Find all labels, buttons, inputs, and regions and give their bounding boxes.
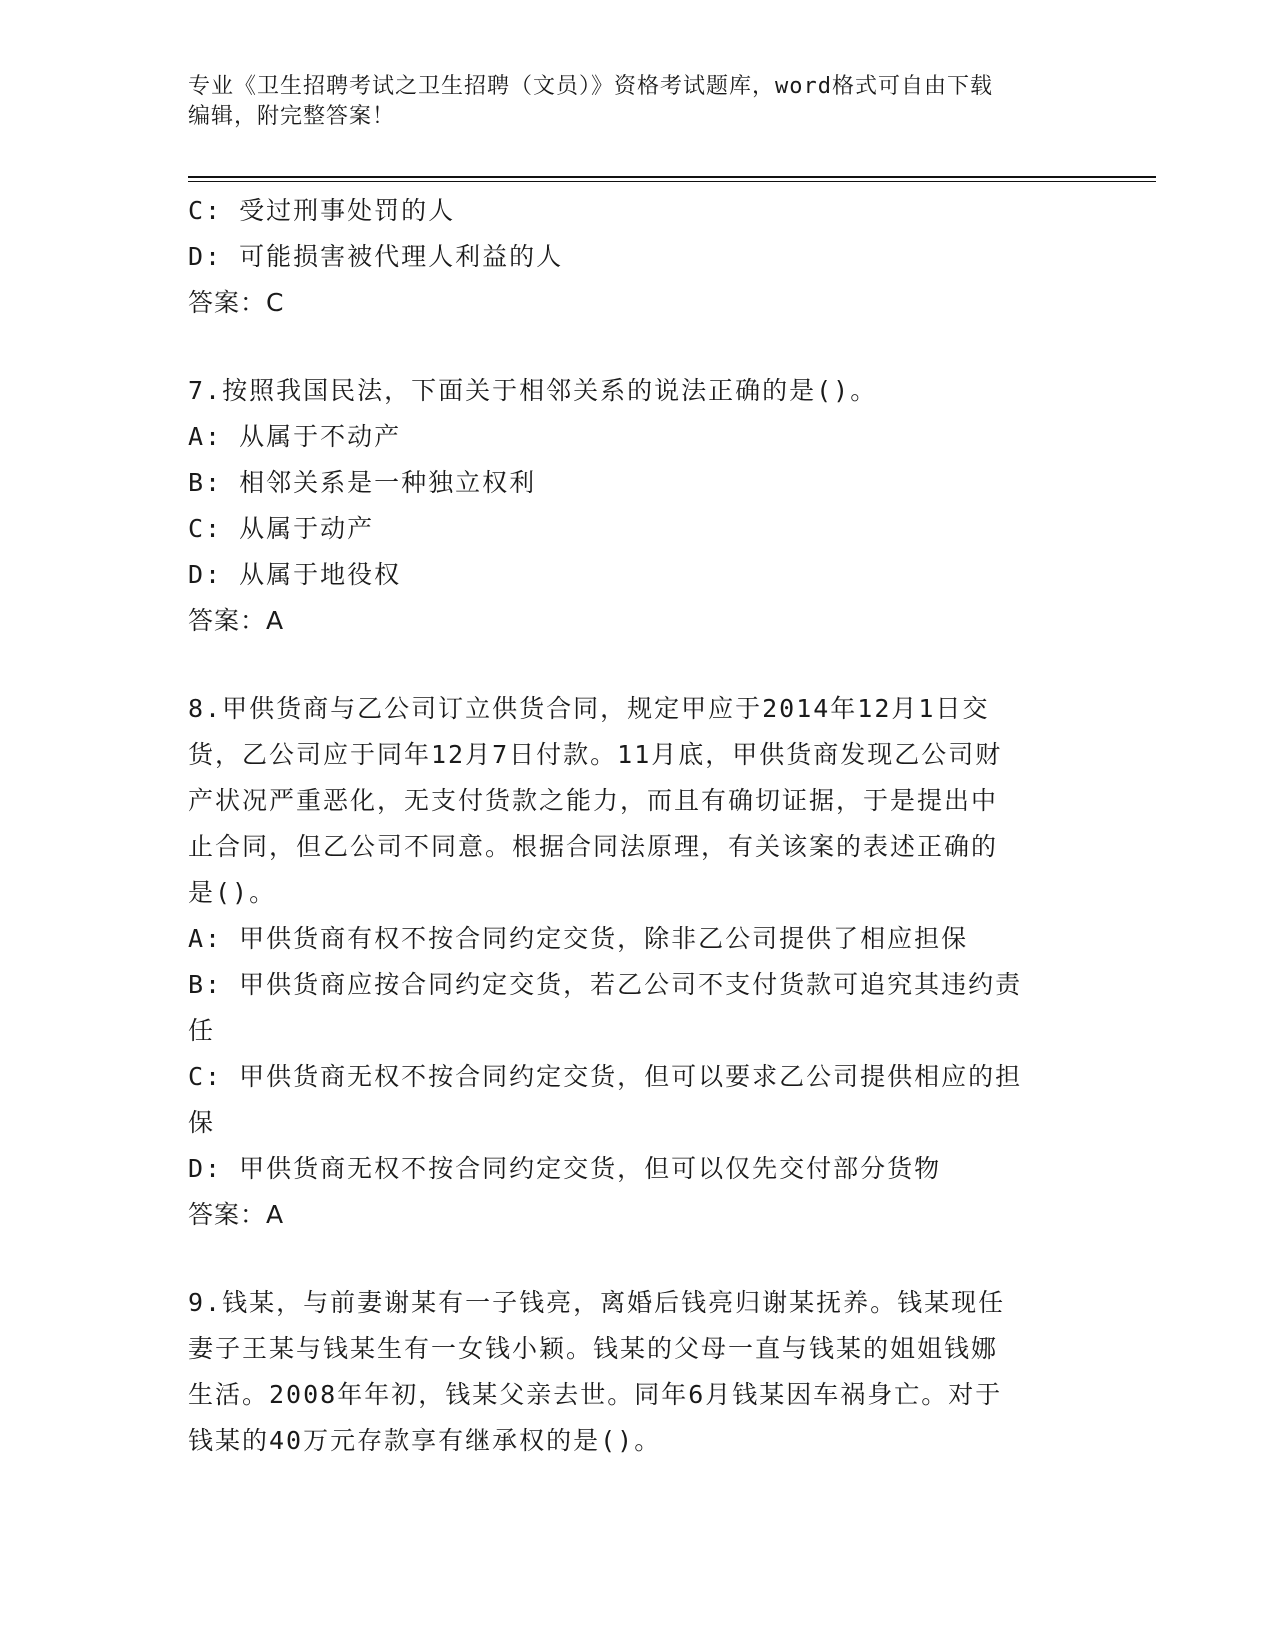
q8-option-a: A: 甲供货商有权不按合同约定交货，除非乙公司提供了相应担保 [188, 924, 969, 953]
q8-option-b-line-2: 任 [188, 1016, 216, 1045]
q8-stem-line-5: 是()。 [188, 878, 277, 907]
question-6-tail [188, 188, 1088, 326]
question-7 [188, 368, 1088, 644]
q8-stem-line-4: 止合同，但乙公司不同意。根据合同法原理，有关该案的表述正确的 [188, 832, 999, 861]
q7-option-d: D: 从属于地役权 [188, 560, 402, 589]
q9-stem-line-4: 钱某的40万元存款享有继承权的是()。 [188, 1426, 662, 1455]
q8-option-c-line-2: 保 [188, 1108, 216, 1137]
q6-answer: 答案：C [188, 288, 285, 317]
q7-answer: 答案：A [188, 606, 285, 635]
spacer [188, 644, 1088, 686]
spacer [188, 326, 1088, 368]
header-line-2: 编辑，附完整答案！ [188, 104, 396, 129]
q8-option-d: D: 甲供货商无权不按合同约定交货，但可以仅先交付部分货物 [188, 1154, 942, 1183]
q8-answer: 答案：A [188, 1200, 285, 1229]
q9-stem-line-3: 生活。2008年年初，钱某父亲去世。同年6月钱某因车祸身亡。对于 [188, 1380, 1003, 1409]
q7-stem: 7.按照我国民法，下面关于相邻关系的说法正确的是()。 [188, 376, 878, 405]
q9-stem-line-1: 9.钱某，与前妻谢某有一子钱亮，离婚后钱亮归谢某抚养。钱某现任 [188, 1288, 1006, 1317]
question-8 [188, 686, 1088, 1238]
question-9 [188, 1280, 1088, 1464]
q9-stem-line-2: 妻子王某与钱某生有一女钱小颖。钱某的父母一直与钱某的姐姐钱娜 [188, 1334, 999, 1363]
header-line-1: 专业《卫生招聘考试之卫生招聘（文员）》资格考试题库，word格式可自由下载 [188, 74, 993, 99]
q6-option-d: D: 可能损害被代理人利益的人 [188, 242, 564, 271]
header-divider-thick [188, 176, 1156, 178]
question-list [188, 188, 1088, 1464]
q8-option-c-line-1: C: 甲供货商无权不按合同约定交货，但可以要求乙公司提供相应的担 [188, 1062, 1023, 1091]
header-divider-thin [188, 181, 1156, 182]
q7-option-c: C: 从属于动产 [188, 514, 375, 543]
document-header [188, 72, 1068, 132]
q8-stem-line-3: 产状况严重恶化，无支付货款之能力，而且有确切证据，于是提出中 [188, 786, 999, 815]
q6-option-c: C: 受过刑事处罚的人 [188, 196, 456, 225]
spacer [188, 1238, 1088, 1280]
q7-option-a: A: 从属于不动产 [188, 422, 402, 451]
q7-option-b: B: 相邻关系是一种独立权利 [188, 468, 537, 497]
q8-stem-line-2: 货，乙公司应于同年12月7日付款。11月底，甲供货商发现乙公司财 [188, 740, 1003, 769]
q8-stem-line-1: 8.甲供货商与乙公司订立供货合同，规定甲应于2014年12月1日交 [188, 694, 990, 723]
q8-option-b-line-1: B: 甲供货商应按合同约定交货，若乙公司不支付货款可追究其违约责 [188, 970, 1023, 999]
